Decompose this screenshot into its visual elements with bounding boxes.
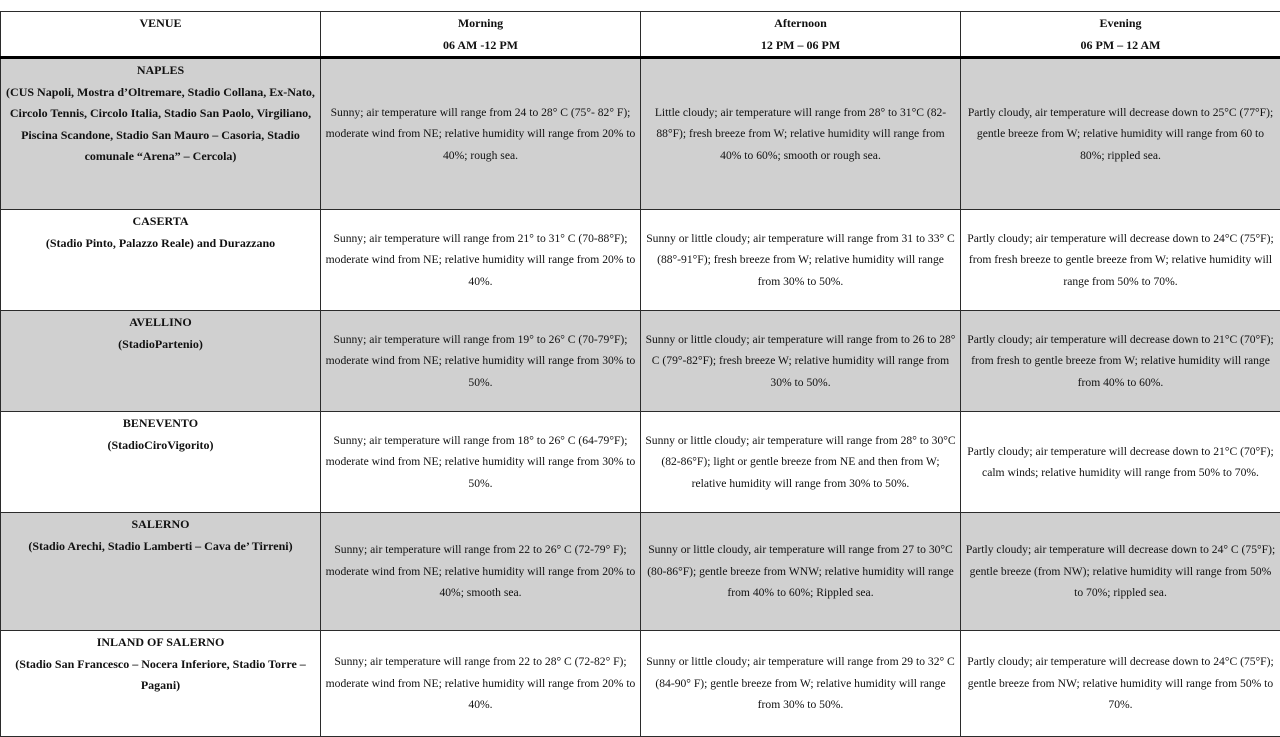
- afternoon-forecast-cell: Sunny or little cloudy; air temperature will range from 28° to 30°C (82-86°F); light or gentle breeze from NE and then from W; relative humidity will range from 30% to 50%.: [641, 412, 961, 513]
- evening-column-header: [961, 12, 1280, 58]
- afternoon-forecast-cell: Sunny or little cloudy; air temperature will range from to 26 to 28° C (79°-82°F); fresh breeze W; relative humidity will range from 30% to 50%.: [641, 311, 961, 412]
- weather-forecast-table: [0, 11, 1280, 737]
- evening-forecast-cell: Partly cloudy, air temperature will decrease down to 25°C (77°F); gentle breeze from W; relative humidity will range from 60 to 80%; rippled sea.: [961, 58, 1280, 210]
- venue-cell: [1, 631, 321, 737]
- evening-forecast-cell: Partly cloudy; air temperature will decrease down to 21°C (70°F); from fresh to gentle breeze from W; relative humidity will range from 40% to 60%.: [961, 311, 1280, 412]
- afternoon-column-header: [641, 12, 961, 58]
- morning-forecast-cell: Sunny; air temperature will range from 18° to 26° C (64-79°F); moderate wind from NE; relative humidity will range from 30% to 50%.: [321, 412, 641, 513]
- morning-forecast-cell: Sunny; air temperature will range from 22 to 26° C (72-79° F); moderate wind from NE; relative humidity will range from 20% to 40%; smooth sea.: [321, 513, 641, 631]
- morning-forecast-cell: Sunny; air temperature will range from 22 to 28° C (72-82° F); moderate wind from NE; relative humidity will range from 20% to 40%.: [321, 631, 641, 737]
- venue-locations: (Stadio Arechi, Stadio Lamberti – Cava de’ Tirreni): [5, 536, 316, 558]
- venue-locations: (StadioCiroVigorito): [5, 435, 316, 457]
- venue-name: AVELLINO: [5, 312, 316, 334]
- venue-name: INLAND OF SALERNO: [5, 632, 316, 654]
- evening-header-time: 06 PM – 12 AM: [965, 35, 1276, 57]
- afternoon-forecast-cell: Sunny or little cloudy, air temperature will range from 27 to 30°C (80-86°F); gentle breeze from WNW; relative humidity will range from 40% to 60%; Rippled sea.: [641, 513, 961, 631]
- evening-header-label: Evening: [965, 13, 1276, 35]
- morning-header-label: Morning: [325, 13, 636, 35]
- table-header-row: [1, 12, 1280, 58]
- venue-name: SALERNO: [5, 514, 316, 536]
- venue-locations: (CUS Napoli, Mostra d’Oltremare, Stadio Collana, Ex-Nato, Circolo Tennis, Circolo Italia, Stadio San Paolo, Virgiliano, Piscina Scandone, Stadio San Mauro – Casoria, Stadio comunale “Arena” – Cercola): [5, 82, 316, 168]
- morning-forecast-cell: Sunny; air temperature will range from 19° to 26° C (70-79°F); moderate wind from NE; relative humidity will range from 30% to 50%.: [321, 311, 641, 412]
- table-row-benevento: [1, 412, 1280, 513]
- venue-cell: [1, 412, 321, 513]
- venue-header-label: VENUE: [139, 16, 181, 30]
- afternoon-forecast-cell: Sunny or little cloudy; air temperature will range from 29 to 32° C (84-90° F); gentle breeze from W; relative humidity will range from 30% to 50%.: [641, 631, 961, 737]
- table-row-avellino: [1, 311, 1280, 412]
- morning-column-header: [321, 12, 641, 58]
- venue-name: CASERTA: [5, 211, 316, 233]
- venue-cell: [1, 58, 321, 210]
- evening-forecast-cell: Partly cloudy; air temperature will decrease down to 21°C (70°F); calm winds; relative humidity will range from 50% to 70%.: [961, 412, 1280, 513]
- venue-cell: [1, 311, 321, 412]
- afternoon-forecast-cell: Little cloudy; air temperature will range from 28° to 31°C (82-88°F); fresh breeze from W; relative humidity will range from 40% to 60%; smooth or rough sea.: [641, 58, 961, 210]
- table-row-naples: [1, 58, 1280, 210]
- table-row-inland-of-salerno: [1, 631, 1280, 737]
- morning-forecast-cell: Sunny; air temperature will range from 24 to 28° C (75°- 82° F); moderate wind from NE; relative humidity will range from 20% to 40%; rough sea.: [321, 58, 641, 210]
- venue-cell: [1, 210, 321, 311]
- afternoon-forecast-cell: Sunny or little cloudy; air temperature will range from 31 to 33° C (88°-91°F); fresh breeze from W; relative humidity will range from 30% to 50%.: [641, 210, 961, 311]
- afternoon-header-label: Afternoon: [645, 13, 956, 35]
- venue-locations: (Stadio Pinto, Palazzo Reale) and Durazzano: [5, 233, 316, 255]
- venue-name: BENEVENTO: [5, 413, 316, 435]
- venue-cell: [1, 513, 321, 631]
- table-row-caserta: [1, 210, 1280, 311]
- venue-locations: (Stadio San Francesco – Nocera Inferiore, Stadio Torre – Pagani): [5, 654, 316, 697]
- evening-forecast-cell: Partly cloudy; air temperature will decrease down to 24° C (75°F); gentle breeze (from NW); relative humidity will range from 50% to 70%; rippled sea.: [961, 513, 1280, 631]
- evening-forecast-cell: Partly cloudy; air temperature will decrease down to 24°C (75°F); gentle breeze from NW; relative humidity will range from 50% to 70%.: [961, 631, 1280, 737]
- morning-header-time: 06 AM -12 PM: [325, 35, 636, 57]
- afternoon-header-time: 12 PM – 06 PM: [645, 35, 956, 57]
- venue-name: NAPLES: [5, 60, 316, 82]
- venue-locations: (StadioPartenio): [5, 334, 316, 356]
- table-row-salerno: [1, 513, 1280, 631]
- venue-column-header: [1, 12, 321, 58]
- evening-forecast-cell: Partly cloudy; air temperature will decrease down to 24°C (75°F); from fresh breeze to gentle breeze from W; relative humidity will range from 50% to 70%.: [961, 210, 1280, 311]
- morning-forecast-cell: Sunny; air temperature will range from 21° to 31° C (70-88°F); moderate wind from NE; relative humidity will range from 20% to 40%.: [321, 210, 641, 311]
